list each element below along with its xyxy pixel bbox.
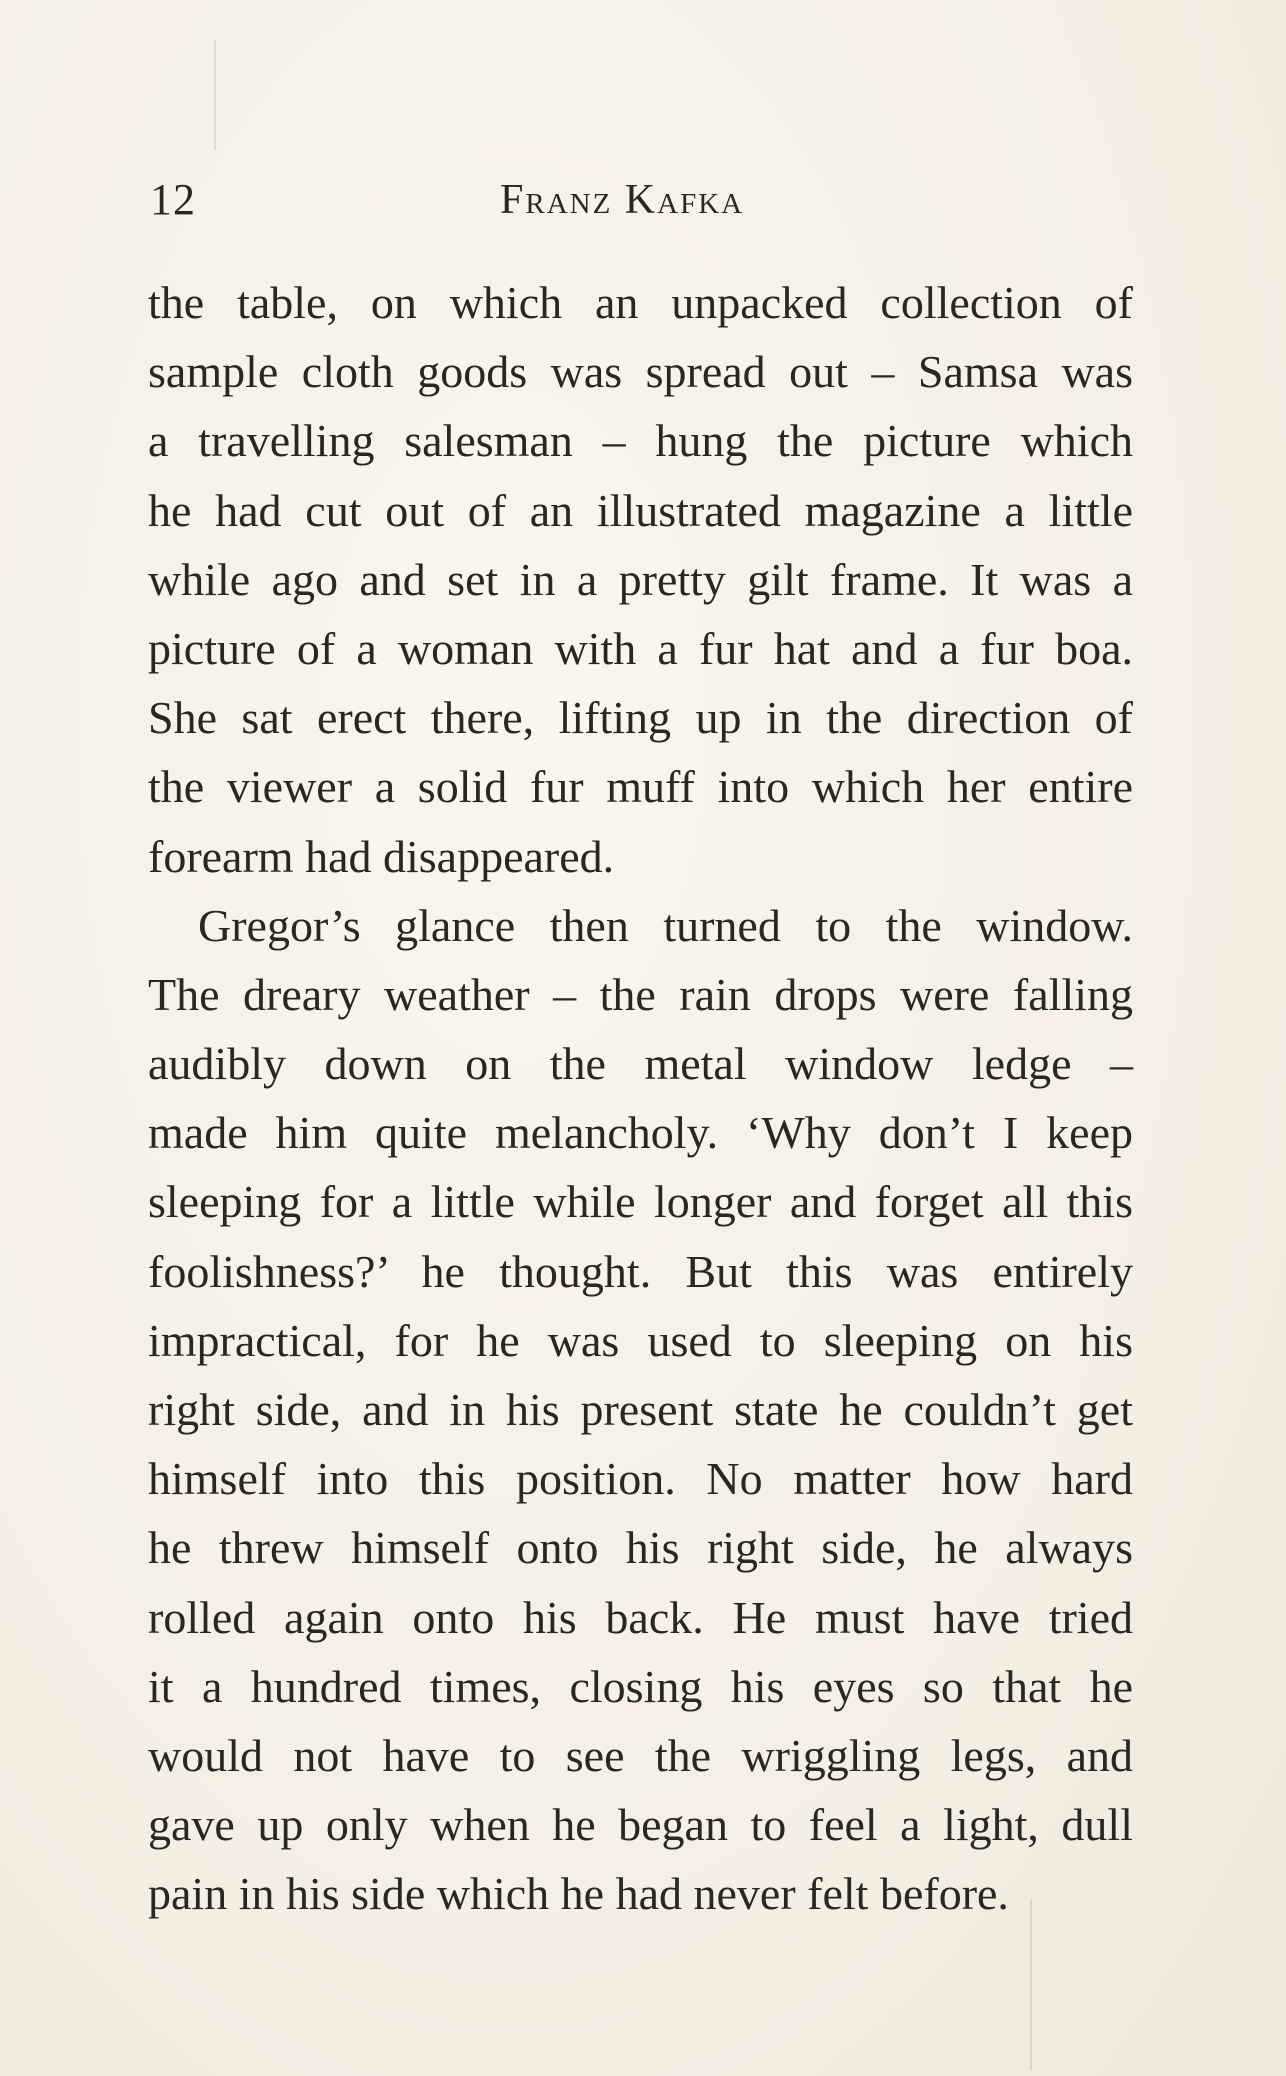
text-line: he threw himself onto his right side, he always [148,1522,1133,1574]
text-line: She sat erect there, lifting up in the direction of [148,692,1133,744]
text-line: he had cut out of an illustrated magazine a little [148,484,1133,536]
text-line: while ago and set in a pretty gilt frame. It was a [148,553,1133,605]
text-line: rolled again onto his back. He must have tried [148,1591,1133,1643]
text-line: gave up only when he began to feel a light, dull [148,1799,1133,1851]
text-line: the table, on which an unpacked collection of [148,277,1133,328]
text-line: picture of a woman with a fur hat and a fur boa. [148,622,1133,674]
text-line: right side, and in his present state he couldn’t get [148,1384,1133,1435]
running-head: Franz Kafka [500,177,745,223]
text-line: it a hundred times, closing his eyes so that he [148,1660,1133,1712]
text-line: impractical, for he was used to sleeping on his [148,1314,1133,1366]
text-line: a travelling salesman – hung the picture which [148,415,1133,467]
scan-crease-top [214,40,216,150]
text-line: himself into this position. No matter how hard [148,1453,1133,1505]
text-line: would not have to see the wriggling legs, and [148,1729,1133,1781]
body-text [148,268,1133,1929]
text-line: sleeping for a little while longer and forget all this [148,1176,1133,1228]
page-header [150,170,1130,230]
text-line: audibly down on the metal window ledge – [148,1038,1133,1090]
page-number: 12 [150,175,196,224]
text-line: The dreary weather – the rain drops were falling [148,968,1133,1020]
text-line: made him quite melancholy. ‘Why don’t I keep [148,1107,1133,1159]
text-line: sample cloth goods was spread out – Samsa was [148,346,1133,398]
text-line: the viewer a solid fur muff into which her entire [148,761,1133,813]
text-line: foolishness?’ he thought. But this was entirely [148,1245,1133,1297]
text-line: forearm had disappeared. [148,830,615,882]
text-line: Gregor’s glance then turned to the window. [198,899,1133,951]
text-line: pain in his side which he had never felt before. [148,1868,1009,1920]
